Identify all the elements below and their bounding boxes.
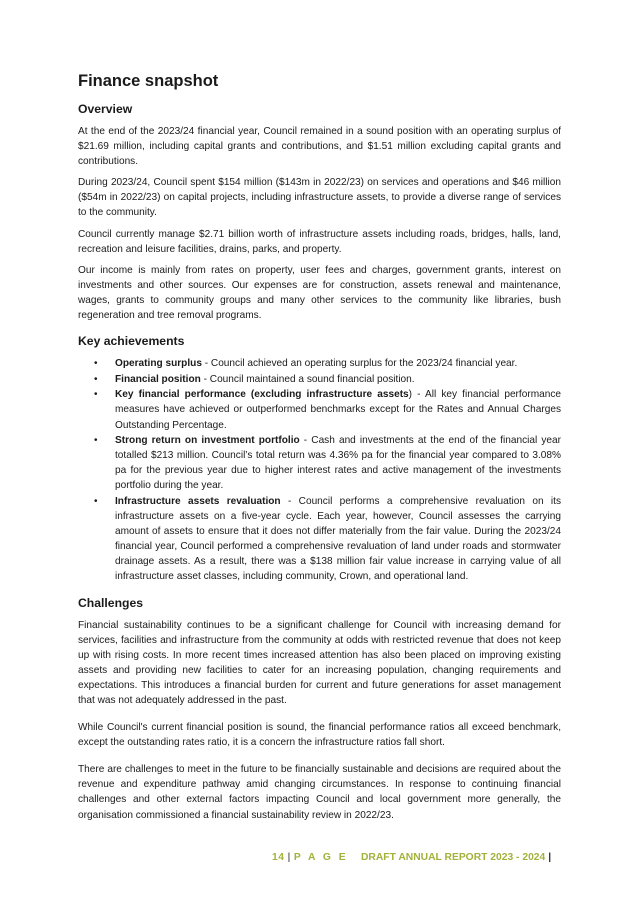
page-title: Finance snapshot	[78, 72, 219, 90]
report-title	[361, 852, 551, 863]
item-text: - Council performs a comprehensive revaluation on its infrastructure assets on a five-year cycle. Each year, however, Council assesses the carrying amount of assets to ensure that it does not differ materially from the fair value. During the 2023/24 financial year, Council performed a comprehensive revaluation of land under roads and stormwater drainage assets. As a result, there was a $138 million fair value increase in carrying value of all infrastructure asset classes, including community, Crown, and operational land.	[115, 495, 562, 583]
bullet-icon: •	[94, 358, 98, 370]
overview-paragraph: During 2023/24, Council spent $154 million ($143m in 2022/23) on services and operations and $46 million ($54m in 2022/23) on capital projects, including infrastructure assets, to provide a diverse range of services to the community.	[78, 177, 561, 219]
list-item	[78, 387, 561, 432]
page-number: 14	[272, 852, 285, 863]
item-bold: Infrastructure assets revaluation	[115, 495, 281, 507]
bullet-icon: •	[94, 389, 98, 401]
item-text: - Cash and investments at the end of the financial year totalled $213 million. Council’s total return was 4.36% pa for the financial year compared to 3.08% pa for the previous year due to higher interest rates and active management of the investments portfolio during the year.	[115, 435, 561, 492]
item-text: ) - All key financial performance measures have achieved or outperformed benchmarks except for the Rates and Annual Charges Outstanding Percentage.	[115, 389, 561, 431]
footer-separator: |	[287, 852, 291, 863]
overview-paragraph: At the end of the 2023/24 financial year, Council remained in a sound position with an operating surplus of $21.69 million, including capital grants and contributions, and $1.51 million excluding capital grants and contributions.	[78, 126, 561, 168]
challenges-paragraph: Financial sustainability continues to be a significant challenge for Council with increasing demand for services, facilities and infrastructure from the community at odds with restricted revenue that does not keep up with rising costs. In more recent times increased attention has also been placed on improving existing assets and providing new facilities to cater for an increasing population, changing requirements and expectations. This introduces a financial burden for current and future generations for asset management that was not adequately addressed in the past.	[78, 619, 561, 706]
item-text: - Council maintained a sound financial position.	[200, 373, 415, 385]
item-text: - Council achieved an operating surplus for the 2023/24 financial year.	[201, 358, 518, 370]
footer-separator: |	[548, 852, 552, 863]
list-item	[78, 356, 561, 371]
page-indicator	[272, 852, 348, 863]
item-bold: Operating surplus	[115, 358, 202, 370]
bullet-icon: •	[94, 495, 98, 507]
list-item	[78, 494, 561, 585]
challenges-heading: Challenges	[78, 595, 144, 610]
item-bold: Strong return on investment portfolio	[115, 435, 300, 447]
achievements-list	[78, 356, 561, 584]
overview-heading: Overview	[78, 102, 133, 116]
challenges-paragraph: While Council's current financial position is sound, the financial performance ratios all exceed benchmark, except the outstanding rates ratio, it is a concern the infrastructure ratios fall short.	[78, 722, 561, 749]
bullet-icon: •	[94, 435, 98, 447]
report-title-text: DRAFT ANNUAL REPORT 2023 - 2024	[361, 852, 546, 863]
list-item	[78, 372, 561, 387]
overview-paragraph: Our income is mainly from rates on property, user fees and charges, government grants, interest on investments and other sources. Our expenses are for construction, assets renewal and maintenance, wages, grants to community groups and many other services to the community like libraries, bush regeneration and tree removal programs.	[78, 264, 561, 322]
challenges-paragraph: There are challenges to meet in the future to be financially sustainable and decisions are required about the revenue and expenditure pathway amid changing circumstances. In response to continuing financial challenges and other external factors impacting Council and local government more generally, the organisation commissioned a financial sustainability review in 2022/23.	[78, 764, 561, 821]
document-page	[78, 72, 561, 829]
page-label: P A G E	[293, 852, 349, 863]
bullet-icon: •	[94, 373, 98, 385]
overview-paragraph: Council currently manage $2.71 billion worth of infrastructure assets including roads, bridges, halls, land, recreation and leisure facilities, drains, parks, and property.	[78, 228, 561, 255]
item-bold: Key financial performance (excluding infrastructure assets	[115, 389, 409, 401]
item-bold: Financial position	[115, 373, 201, 385]
list-item	[78, 433, 561, 493]
achievements-heading: Key achievements	[78, 334, 185, 349]
